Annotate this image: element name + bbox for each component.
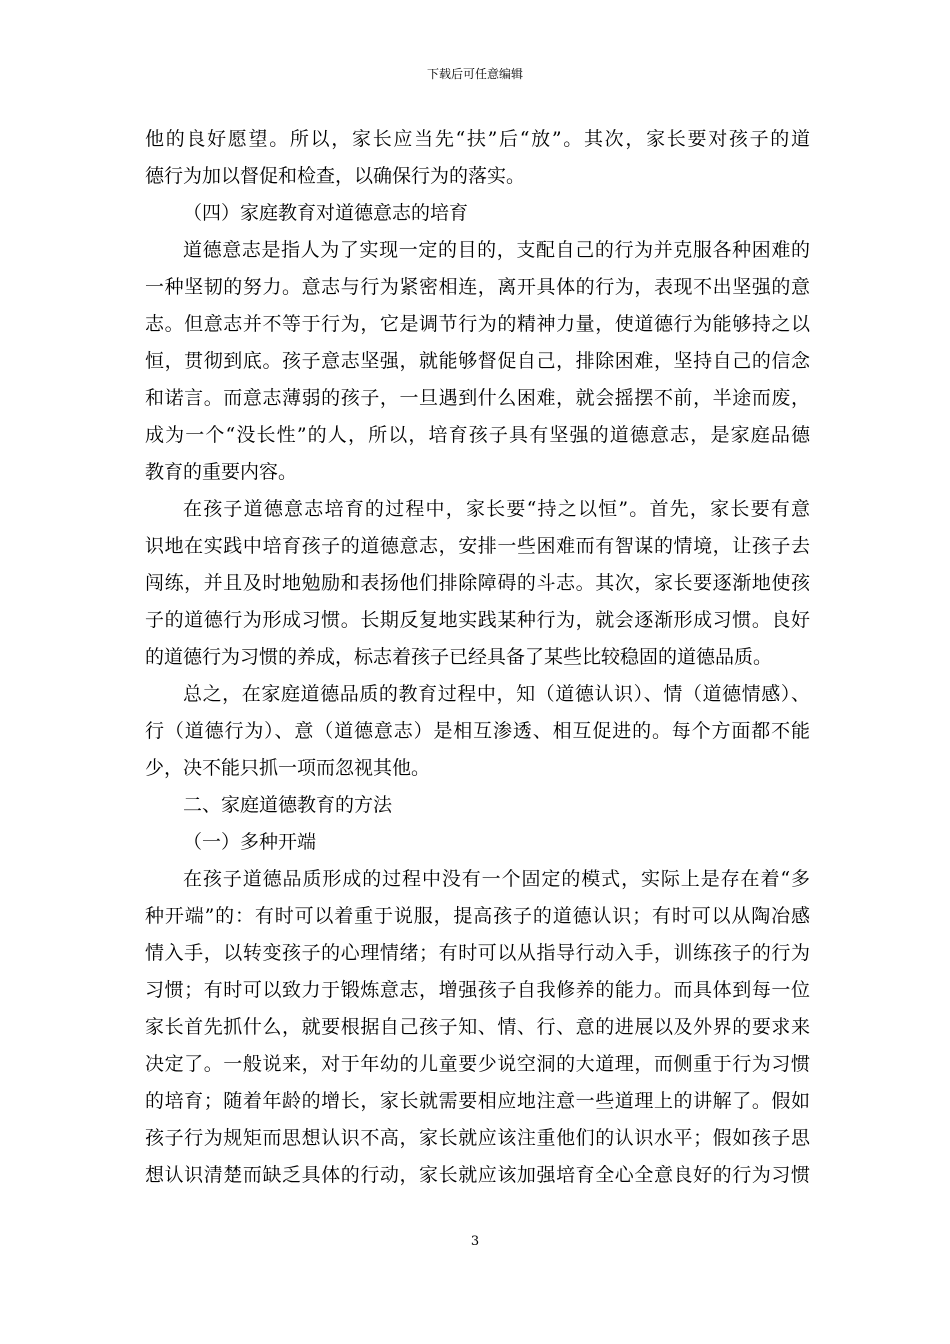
section-heading: （四）家庭教育对道德意志的培育 [183,202,469,224]
text-line: 志。但意志并不等于行为，它是调节行为的精神力量，使道德行为能够持之以 [145,313,810,335]
section-heading: 二、家庭道德教育的方法 [183,794,393,816]
text-line: 的培育；随着年龄的增长，家长就需要相应地注意一些道理上的讲解了。假如 [145,1090,810,1112]
page-number: 3 [470,1234,480,1249]
text-line: 少，决不能只抓一项而忽视其他。 [145,757,431,779]
text-line: 他的良好愿望。所以，家长应当先“扶”后“放”。其次，家长要对孩子的道 [145,128,810,150]
text-line: 和诺言。而意志薄弱的孩子，一旦遇到什么困难，就会摇摆不前，半途而废， [145,387,810,409]
text-line: 种开端”的：有时可以着重于说服，提高孩子的道德认识；有时可以从陶冶感 [145,905,810,927]
page-header: 下载后可任意编辑 [426,67,523,81]
text-line: 的道德行为习惯的养成，标志着孩子已经具备了某些比较稳固的道德品质。 [145,646,773,668]
text-line: 一种坚韧的努力。意志与行为紧密相连，离开具体的行为，表现不出坚强的意 [145,276,810,298]
text-line: 德行为加以督促和检查，以确保行为的落实。 [145,165,526,187]
text-line: 子的道德行为形成习惯。长期反复地实践某种行为，就会逐渐形成习惯。良好 [145,609,810,631]
text-line: 想认识清楚而缺乏具体的行动，家长就应该加强培育全心全意良好的行为习惯 [145,1164,810,1186]
subsection-heading: （一）多种开端 [183,831,317,853]
text-line: 决定了。一般说来，对于年幼的儿童要少说空洞的大道理，而侧重于行为习惯 [145,1053,810,1075]
text-line: 识地在实践中培育孩子的道德意志，安排一些困难而有智谋的情境，让孩子去 [145,535,810,557]
text-line: 家长首先抓什么，就要根据自己孩子知、情、行、意的进展以及外界的要求来 [145,1016,810,1038]
text-line: 恒，贯彻到底。孩子意志坚强，就能够督促自己，排除困难，坚持自己的信念 [145,350,810,372]
text-line: 闯练，并且及时地勉励和表扬他们排除障碍的斗志。其次，家长要逐渐地使孩 [145,572,810,594]
text-line: 情入手，以转变孩子的心理情绪；有时可以从指导行动入手，训练孩子的行为 [145,942,810,964]
text-line: 行（道德行为）、意（道德意志）是相互渗透、相互促进的。每个方面都不能 [145,720,810,742]
text-line: 在孩子道德品质形成的过程中没有一个固定的模式，实际上是存在着“多 [183,868,810,890]
body-text [145,121,810,1194]
text-line: 孩子行为规矩而思想认识不高，家长就应该注重他们的认识水平；假如孩子思 [145,1127,810,1149]
text-line: 道德意志是指人为了实现一定的目的，支配自己的行为并克服各种困难的 [183,239,810,261]
text-line: 教育的重要内容。 [145,461,298,483]
text-line: 习惯；有时可以致力于锻炼意志，增强孩子自我修养的能力。而具体到每一位 [145,979,810,1001]
text-line: 在孩子道德意志培育的过程中，家长要“持之以恒”。首先，家长要有意 [183,498,810,520]
text-line: 总之，在家庭道德品质的教育过程中，知（道德认识）、情（道德情感）、 [183,683,810,705]
text-line: 成为一个“没长性”的人，所以，培育孩子具有坚强的道德意志，是家庭品德 [145,424,810,446]
